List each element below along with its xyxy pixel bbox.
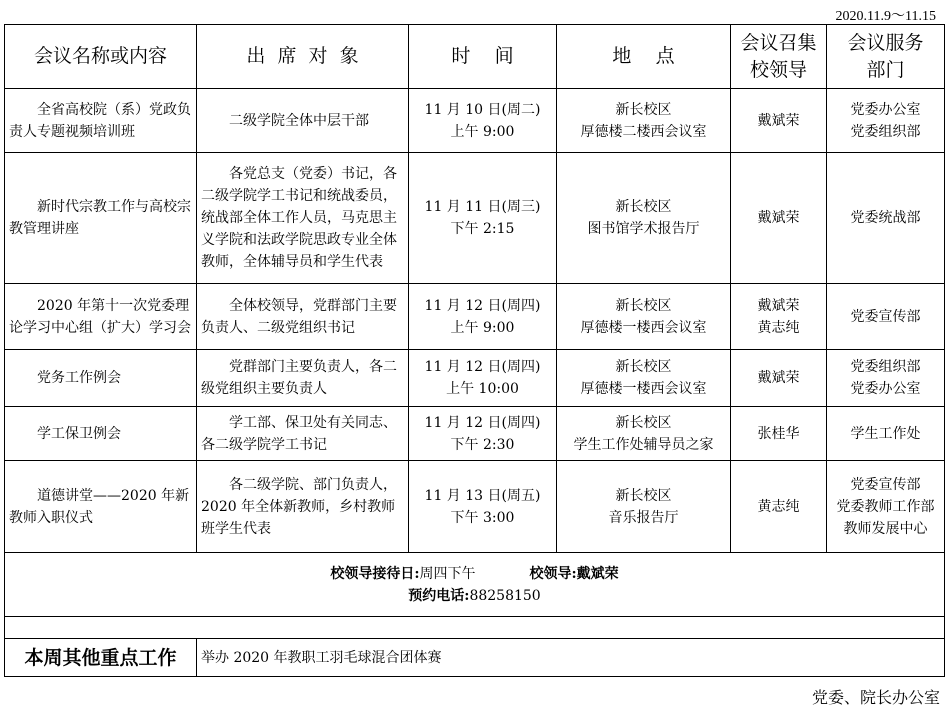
meeting-date: 11 月 11 日(周三): [424, 199, 541, 215]
meeting-dept: [827, 89, 945, 153]
meeting-time: [409, 153, 557, 284]
meeting-leader: [731, 284, 827, 350]
meeting-date: 11 月 13 日(周五): [424, 487, 541, 504]
meeting-time: [409, 284, 557, 350]
header-dept-line2: 部门: [866, 58, 905, 81]
other-work-value: 举办 2020 年教职工羽毛球混合团体赛: [197, 639, 945, 677]
reception-row: [5, 553, 945, 617]
header-leader: [731, 25, 827, 89]
meeting-date: 11 月 10 日(周二): [424, 101, 541, 118]
meeting-attendees: 全体校领导，党群部门主要负责人、二级党组织书记: [197, 284, 409, 350]
meeting-campus: 新长校区: [615, 199, 672, 215]
meeting-location: [557, 461, 731, 553]
meeting-location: [557, 350, 731, 407]
meeting-room: 厚德楼一楼西会议室: [580, 381, 707, 397]
other-work-row: [5, 639, 945, 677]
header-dept: [827, 25, 945, 89]
issuer-footer: 党委、院长办公室: [811, 688, 940, 707]
meeting-name: 学工保卫例会: [5, 407, 197, 461]
meeting-dept: [827, 350, 945, 407]
dept-name: 党委办公室: [850, 101, 921, 118]
header-row: [5, 25, 945, 89]
meeting-leader: [731, 89, 827, 153]
meeting-leader: [731, 407, 827, 461]
other-work-label: 本周其他重点工作: [5, 639, 197, 677]
reception-phone-value: 88258150: [469, 587, 541, 604]
meeting-name: 2020 年第十一次党委理论学习中心组（扩大）学习会: [5, 284, 197, 350]
meeting-location: [557, 407, 731, 461]
table-row: [5, 284, 945, 350]
header-time: 时 间: [409, 25, 557, 89]
table-row: [5, 350, 945, 407]
meeting-campus: 新长校区: [615, 359, 672, 375]
meeting-time: [409, 461, 557, 553]
empty-cell: [5, 617, 945, 639]
reception-leader-value: 戴斌荣: [576, 565, 619, 582]
meeting-attendees: 各二级学院、部门负责人，2020 年全体新教师，乡村教师班学生代表: [197, 461, 409, 553]
dept-name: 党委组织部: [850, 359, 921, 375]
meeting-leader: [731, 461, 827, 553]
meeting-time: [409, 89, 557, 153]
spacer-row: [5, 617, 945, 639]
meeting-location: [557, 89, 731, 153]
meeting-leader: [731, 153, 827, 284]
meeting-attendees: 学工部、保卫处有关同志、各二级学院学工书记: [197, 407, 409, 461]
dept-name: 党委统战部: [850, 210, 921, 226]
meeting-room: 学生工作处辅导员之家: [573, 436, 714, 453]
reception-phone-label: 预约电话:: [408, 587, 470, 604]
meeting-hour: 上午 9:00: [450, 319, 515, 336]
header-leader-line2: 校领导: [749, 58, 807, 81]
dept-name: 党委办公室: [850, 381, 921, 397]
dept-name: 教师发展中心: [843, 520, 928, 537]
meeting-campus: 新长校区: [615, 101, 672, 118]
header-name: 会议名称或内容: [5, 25, 197, 89]
meeting-dept: [827, 407, 945, 461]
meeting-schedule-table: [4, 24, 945, 677]
meeting-leader: [731, 350, 827, 407]
table-row: [5, 461, 945, 553]
meeting-hour: 上午 9:00: [450, 123, 515, 140]
leader-name: 黄志纯: [757, 319, 800, 336]
meeting-time: [409, 350, 557, 407]
dept-name: 党委组织部: [850, 123, 921, 140]
table-row: [5, 89, 945, 153]
meeting-room: 厚德楼一楼西会议室: [580, 319, 707, 336]
meeting-name: 新时代宗教工作与高校宗教管理讲座: [5, 153, 197, 284]
reception-line-2: [9, 585, 940, 607]
dept-name: 党委宣传部: [850, 476, 921, 493]
meeting-dept: [827, 153, 945, 284]
meeting-time: [409, 407, 557, 461]
meeting-date: 11 月 12 日(周四): [424, 414, 541, 431]
reception-line-1: [9, 563, 940, 585]
meeting-name: 道德讲堂——2020 年新教师入职仪式: [5, 461, 197, 553]
meeting-dept: [827, 461, 945, 553]
leader-name: 张桂华: [757, 425, 800, 442]
meeting-campus: 新长校区: [615, 487, 672, 504]
meeting-room: 厚德楼二楼西会议室: [580, 123, 707, 140]
meeting-attendees: 党群部门主要负责人，各二级党组织主要负责人: [197, 350, 409, 407]
meeting-location: [557, 284, 731, 350]
meeting-campus: 新长校区: [615, 297, 672, 314]
header-location: 地 点: [557, 25, 731, 89]
meeting-hour: 下午 2:30: [450, 436, 515, 453]
header-attendees: 出 席 对 象: [197, 25, 409, 89]
leader-name: 黄志纯: [757, 498, 800, 515]
meeting-hour: 下午 2:15: [450, 221, 515, 237]
leader-name: 戴斌荣: [757, 210, 800, 226]
header-dept-line1: 会议服务: [847, 31, 924, 54]
leader-name: 戴斌荣: [757, 297, 800, 314]
meeting-name: 党务工作例会: [5, 350, 197, 407]
meeting-room: 音乐报告厅: [608, 509, 679, 526]
meeting-campus: 新长校区: [615, 414, 672, 431]
meeting-hour: 上午 10:00: [446, 381, 519, 397]
table-row: [5, 153, 945, 284]
table-row: [5, 407, 945, 461]
meeting-date: 11 月 12 日(周四): [424, 359, 541, 375]
meeting-attendees: 二级学院全体中层干部: [197, 89, 409, 153]
reception-leader-label: 校领导:: [529, 565, 577, 582]
dept-name: 党委教师工作部: [836, 498, 935, 515]
reception-day-label: 校领导接待日:: [330, 565, 420, 582]
header-leader-line1: 会议召集: [740, 31, 817, 54]
date-range: 2020.11.9～11.15: [835, 9, 936, 24]
reception-info: [5, 553, 945, 617]
dept-name: 学生工作处: [850, 425, 921, 442]
meeting-dept: [827, 284, 945, 350]
meeting-location: [557, 153, 731, 284]
leader-name: 戴斌荣: [757, 112, 800, 129]
dept-name: 党委宣传部: [850, 308, 921, 325]
meeting-room: 图书馆学术报告厅: [587, 221, 700, 237]
meeting-date: 11 月 12 日(周四): [424, 297, 541, 314]
leader-name: 戴斌荣: [757, 370, 800, 386]
meeting-name: 全省高校院（系）党政负责人专题视频培训班: [5, 89, 197, 153]
meeting-hour: 下午 3:00: [450, 509, 515, 526]
reception-day-value: 周四下午: [419, 565, 476, 582]
meeting-attendees: 各党总支（党委）书记，各二级学院学工书记和统战委员，统战部全体工作人员，马克思主义学院和法政学院思政专业全体教师，全体辅导员和学生代表: [197, 153, 409, 284]
